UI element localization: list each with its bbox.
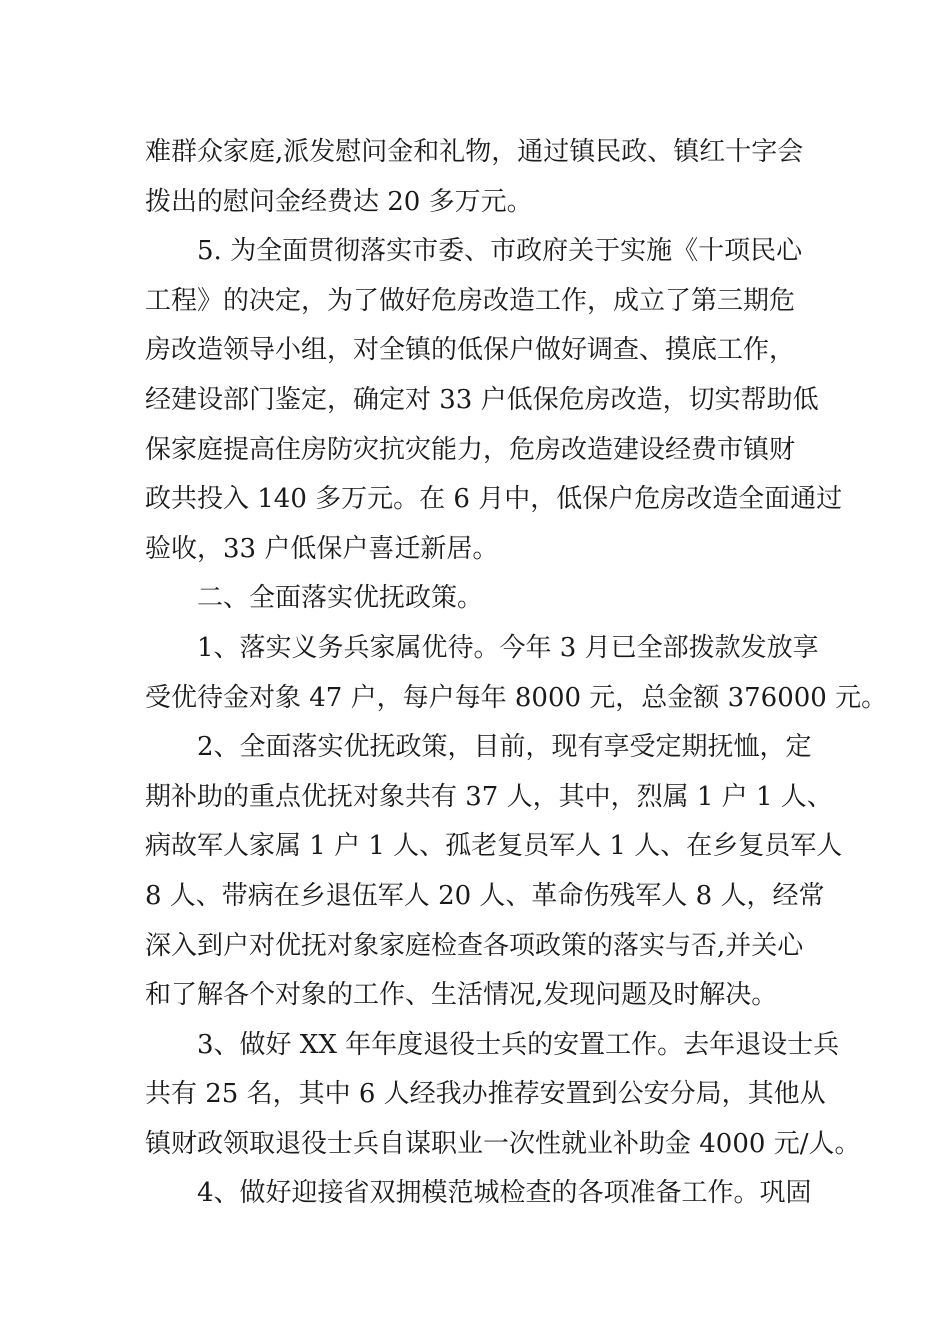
text-line: 病故军人家属 1 户 1 人、孤老复员军人 1 人、在乡复员军人 [145,831,843,862]
text-line: 难群众家庭,派发慰问金和礼物，通过镇民政、镇红十字会 [145,137,804,167]
section-heading: 二、全面落实优抚政策。 [197,583,484,614]
text-line: 验收，33 户低保户喜迁新居。 [145,533,499,564]
text-line: 2、全面落实优抚政策，目前，现有享受定期抚恤，定 [197,732,812,763]
document-body [145,128,888,1219]
text-line: 受优待金对象 47 户，每户每年 8000 元，总金额 376000 元。 [145,682,888,713]
text-line: 5. 为全面贯彻落实市委、市政府关于实施《十项民心 [197,236,803,267]
text-line: 共有 25 名，其中 6 人经我办推荐安置到公安分局，其他从 [145,1079,826,1110]
text-line: 保家庭提高住房防灾抗灾能力，危房改造建设经费市镇财 [145,434,796,465]
text-line: 3、做好 XX 年年度退役士兵的安置工作。去年退设士兵 [197,1029,840,1060]
text-line: 经建设部门鉴定，确定对 33 户低保危房改造，切实帮助低 [145,384,819,415]
text-line: 1、落实义务兵家属优待。今年 3 月已全部拨款发放享 [197,632,819,663]
text-line: 4、做好迎接省双拥模范城检查的各项准备工作。巩固 [197,1178,812,1209]
text-line: 工程》的决定，为了做好危房改造工作，成立了第三期危 [145,285,796,316]
text-line: 镇财政领取退役士兵自谋职业一次性就业补助金 4000 元/人。 [145,1128,861,1159]
text-line: 期补助的重点优抚对象共有 37 人，其中，烈属 1 户 1 人、 [145,781,833,812]
text-line: 政共投入 140 多万元。在 6 月中，低保户危房改造全面通过 [145,484,843,515]
text-line: 房改造领导小组，对全镇的低保户做好调查、摸底工作， [145,335,796,366]
text-line: 8 人、带病在乡退伍军人 20 人、革命伤残军人 8 人，经常 [145,880,825,911]
text-line: 拨出的慰问金经费达 20 多万元。 [145,186,533,217]
text-line: 和了解各个对象的工作、生活情况,发现问题及时解决。 [145,980,778,1011]
text-line: 深入到户对优抚对象家庭检查各项政策的落实与否,并关心 [145,930,804,961]
